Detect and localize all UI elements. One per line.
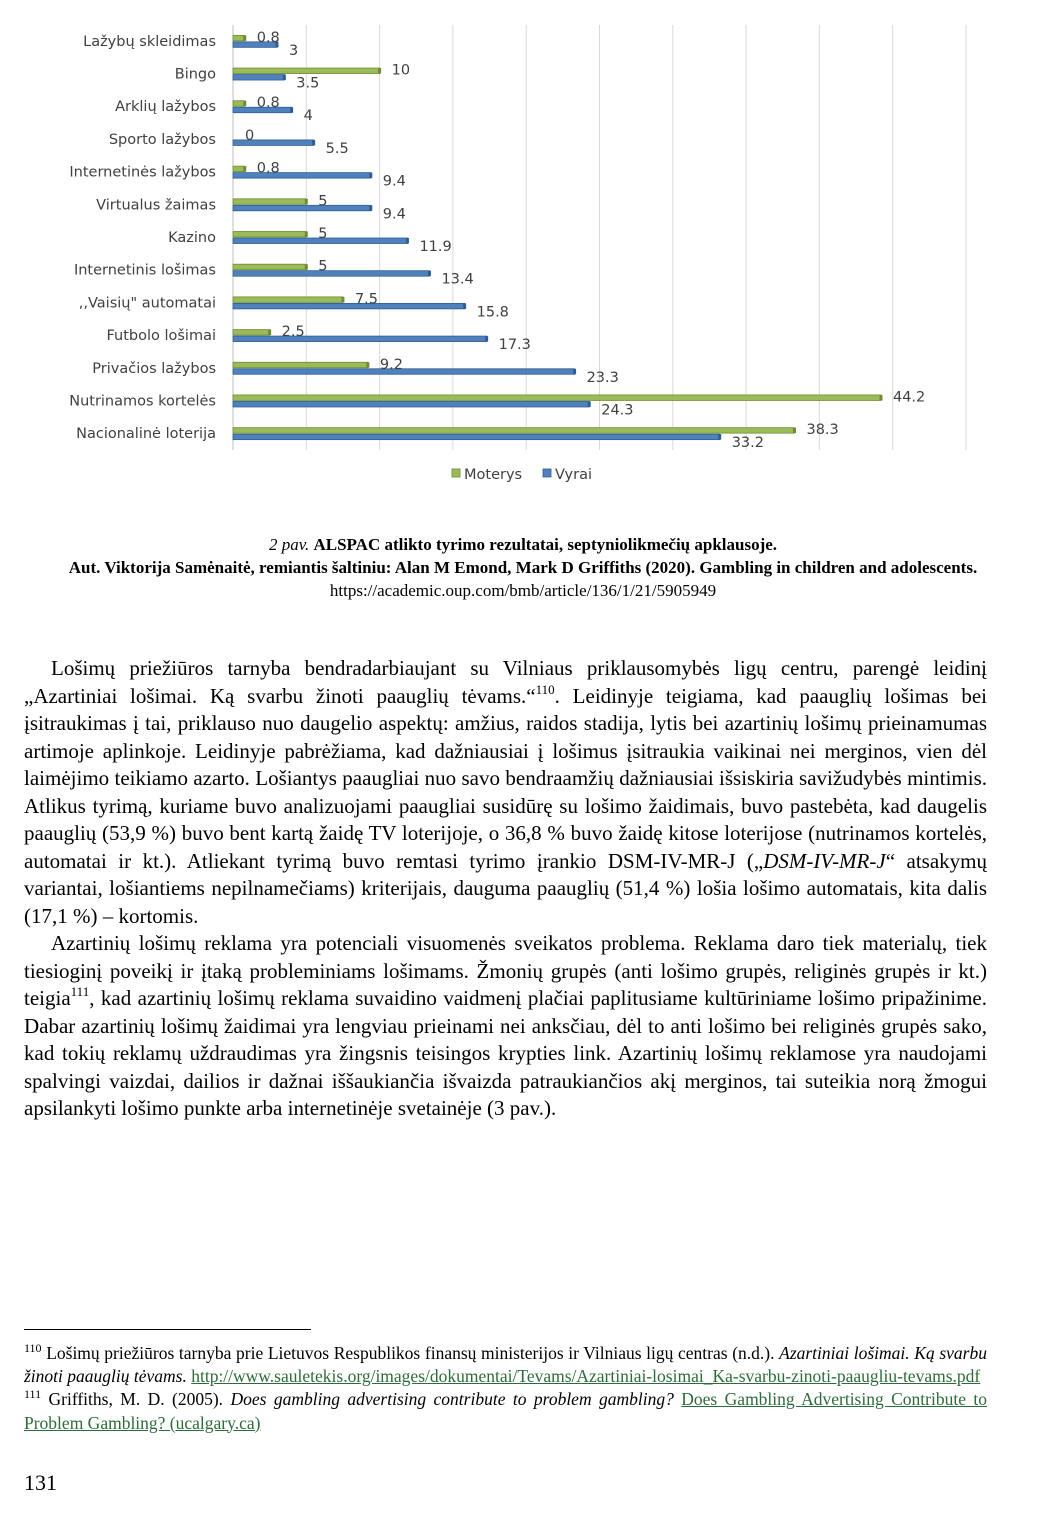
bar-vyrai: [233, 75, 284, 81]
data-label: 5: [318, 226, 328, 242]
category-label: Bingo: [174, 66, 216, 83]
paragraph-2-text-a: Azartinių lošimų reklama yra potenciali visuomenės sveikatos problema. Reklama daro tiek materialų, tiek tiesioginį poveikį ir įtaką probleminiams lošimams. Žmonių grupės (anti lošimo grupės, religinės grupės ir kt.) teigia: [24, 931, 987, 1010]
paragraph-2: [24, 930, 987, 1123]
footnote-text: Griffiths, M. D. (2005).: [41, 1389, 231, 1410]
footnote-text: Lošimų priežiūros tarnyba prie Lietuvos Respublikos finansų ministerijos ir Vilniaus ligų centras (n.d.).: [41, 1343, 780, 1363]
legend-swatch-vyrai: [543, 469, 551, 477]
category-label: Arklių lažybos: [115, 99, 216, 116]
data-label: 5: [318, 258, 328, 275]
footnote-separator: [24, 1329, 311, 1330]
bar-end-cap: [305, 199, 308, 205]
caption-source: Aut. Viktorija Samėnaitė, remiantis šaltiniu: Alan M Emond, Mark D Griffiths (2020). Gambling in children and adolescents.: [68, 558, 978, 577]
data-label: 5: [318, 193, 328, 210]
legend-label: Vyrai: [555, 467, 592, 483]
data-label: 3.5: [296, 75, 320, 92]
footnotes: [24, 1342, 987, 1435]
bar-vyrai: [233, 173, 371, 179]
caption-url: https://academic.oup.com/bmb/article/136/1/21/5905949: [329, 581, 717, 600]
bar-end-cap: [879, 395, 882, 401]
data-label: 10: [391, 62, 411, 79]
data-label: 9.2: [379, 356, 403, 373]
bar-end-cap: [378, 68, 381, 74]
legend-swatch-moterys: [452, 469, 460, 477]
data-label: 11.9: [419, 239, 452, 255]
bar-vyrai: [233, 205, 371, 211]
data-label: 9.4: [382, 173, 406, 190]
page-number: 131: [24, 1470, 57, 1495]
data-label: 0.8: [256, 95, 280, 112]
body-text: [24, 655, 987, 1123]
bar-end-cap: [588, 401, 591, 407]
bar-moterys: [233, 362, 368, 368]
paragraph-1-text-a: Lošimų priežiūros tarnyba bendradarbiaujant su Vilniaus priklausomybės ligų centru, parengė leidinį „Azartiniai lošimai. Ką svarbu žinoti paauglių tėvams.“: [24, 656, 987, 708]
legend-label: Moterys: [464, 467, 523, 483]
bar-moterys: [233, 264, 306, 270]
caption-line-1: [30, 533, 1016, 556]
bar-end-cap: [305, 264, 308, 270]
bar-end-cap: [369, 173, 372, 179]
category-label: Lažybų skleidimas: [83, 33, 216, 50]
paragraph-1-text-c: “ atsakymų variantai, lošiantiems nepilnamečiams) kriterijais, dauguma paauglių (51,4 %) lošia lošimo automatais, kita dalis (17,1 %) – kortomis.: [24, 848, 987, 928]
chart-legend: [452, 467, 592, 483]
paragraph-1-text-b: . Leidinyje teigiama, kad paauglių lošimas bei įsitraukimas į tai, priklauso nuo daugelio aspektų: amžius, raidos stadija, lytis bei azartinių lošimų prieinamumas artimoje aplinkoje. Leidinyje pabrėžiama, kad dažniausiai į lošimus įsitraukia vaikinai nei merginos, vien dėl laimėjimo teikiamo azarto. Lošiantys paaugliai nuo savo bendraamžių dažniausiai išsiskiria savižudybės mintimis. Atlikus tyrimą, kuriame buvo analizuojami paaugliai susidūrę su lošimo žaidimais, buvo pastebėta, kad daugelis paauglių (53,9 %) buvo bent kartą žaidę TV loterijoje, o 36,8 % buvo žaidę kitose loterijose (nutrinamos kortelės, automatai ir kt.). Atliekant tyrimą buvo remtasi tyrimo įrankio DSM-IV-MR-J („: [24, 683, 987, 873]
data-label: 17.3: [498, 337, 531, 354]
footnote-ref-111[interactable]: 111: [70, 984, 90, 999]
bar-end-cap: [268, 330, 271, 336]
footnote-111: [24, 1388, 987, 1434]
bar-chart: [0, 0, 1046, 500]
bar-moterys: [233, 395, 881, 401]
bar-end-cap: [243, 101, 246, 107]
bar-end-cap: [341, 297, 344, 303]
data-label: 4: [303, 108, 313, 125]
bar-moterys: [233, 199, 306, 205]
chart-category-labels: [69, 34, 216, 442]
bar-vyrai: [233, 401, 589, 407]
bar-moterys: [233, 101, 245, 107]
bar-moterys: [233, 330, 270, 336]
bar-moterys: [233, 297, 343, 303]
paragraph-1: [24, 655, 987, 930]
data-label: 9.4: [382, 206, 406, 223]
category-label: Sporto lažybos: [108, 131, 216, 148]
footnote-title: Azartiniai lošimai. Ką svarbu žinoti paauglių tėvams.: [24, 1343, 987, 1387]
bar-moterys: [233, 166, 245, 172]
bar-vyrai: [233, 434, 720, 440]
bar-vyrai: [233, 303, 465, 309]
footnote-ref-110[interactable]: 110: [535, 681, 555, 697]
bar-moterys: [233, 428, 794, 434]
bar-vyrai: [233, 336, 487, 342]
caption-line-2: [30, 556, 1016, 602]
bar-end-cap: [406, 238, 409, 244]
bar-end-cap: [573, 369, 576, 375]
category-label: Kazino: [168, 230, 216, 246]
bar-end-cap: [718, 434, 721, 440]
data-label: 3: [288, 42, 299, 59]
footnote-link[interactable]: Does Gambling Advertising Contribute to Problem Gambling? (ucalgary.ca): [24, 1389, 988, 1433]
footnote-number: 110: [24, 1341, 42, 1355]
data-label: 2.5: [281, 324, 305, 341]
bar-end-cap: [283, 75, 286, 81]
data-label: 0.8: [256, 29, 280, 46]
bar-end-cap: [305, 232, 308, 238]
paragraph-1-italic: DSM-IV-MR-J: [763, 848, 886, 873]
data-label: 13.4: [441, 271, 474, 288]
data-label: 0: [245, 127, 255, 144]
data-label: 5.5: [325, 140, 349, 157]
bar-end-cap: [243, 166, 246, 172]
figure-caption: [30, 533, 1016, 602]
category-label: Nacionalinė loterija: [76, 426, 216, 443]
bar-end-cap: [312, 140, 315, 146]
data-label: 24.3: [601, 402, 634, 419]
category-label: Futbolo lošimai: [106, 328, 216, 345]
bar-end-cap: [428, 271, 431, 277]
paragraph-2-text-b: , kad azartinių lošimų reklama suvaidino vaidmenį plačiai paplitusiame kultūriniame lošimo pripažinime. Dabar azartinių lošimų žaidimai yra lengviau prieinami nei anksčiau, dėl to anti lošimo bei religinės grupės sako, kad tokių reklamų uždraudimas yra žingsnis teisingos krypties link. Azartinių lošimų reklamose yra naudojami spalvingi vaizdai, dailios ir dažnai iššaukiančia išvaizda patraukiančios akį merginos, tai suteikia norą žmogui apsilankyti lošimo punkte arba internetinėje svetainėje (3 pav.).: [24, 986, 987, 1120]
data-label: 15.8: [476, 304, 509, 321]
category-label: Internetinės lažybos: [69, 164, 216, 181]
bar-end-cap: [463, 303, 466, 309]
category-label: Virtualus žaimas: [96, 197, 216, 214]
data-label: 44.2: [892, 389, 926, 406]
footnote-number: 111: [24, 1387, 42, 1402]
bar-moterys: [233, 35, 245, 41]
category-label: ,,Vaisių" automatai: [78, 295, 216, 312]
bar-moterys: [233, 232, 306, 238]
chart-bars: [233, 35, 882, 439]
caption-title: ALSPAC atlikto tyrimo rezultatai, septyniolikmečių apklausoje.: [313, 535, 778, 554]
footnote-110: [24, 1342, 987, 1388]
bar-vyrai: [233, 271, 429, 277]
category-label: Internetinis lošimas: [73, 262, 216, 279]
footnote-link[interactable]: http://www.sauletekis.org/images/dokumentai/Tevams/Azartiniai-losimai_Ka-svarbu-zinoti-paaugliu-tevams.pdf: [191, 1366, 981, 1387]
footnote-title: Does gambling advertising contribute to problem gambling?: [230, 1389, 674, 1410]
category-label: Privačios lažybos: [92, 360, 216, 377]
data-label: 0.8: [256, 160, 280, 177]
bar-vyrai: [233, 369, 575, 375]
data-label: 7.5: [354, 291, 379, 308]
data-label: 33.2: [731, 435, 765, 452]
figure-number: 2 pav.: [268, 535, 310, 554]
bar-end-cap: [793, 428, 796, 434]
bar-end-cap: [290, 107, 293, 113]
bar-end-cap: [243, 35, 246, 41]
bar-end-cap: [366, 362, 369, 368]
data-label: 38.3: [806, 422, 839, 439]
data-label: 23.3: [586, 369, 619, 386]
bar-end-cap: [369, 205, 372, 211]
chart-gridlines: [233, 25, 966, 450]
bar-end-cap: [485, 336, 488, 342]
bar-moterys: [233, 68, 380, 74]
category-label: Nutrinamos kortelės: [69, 393, 216, 410]
